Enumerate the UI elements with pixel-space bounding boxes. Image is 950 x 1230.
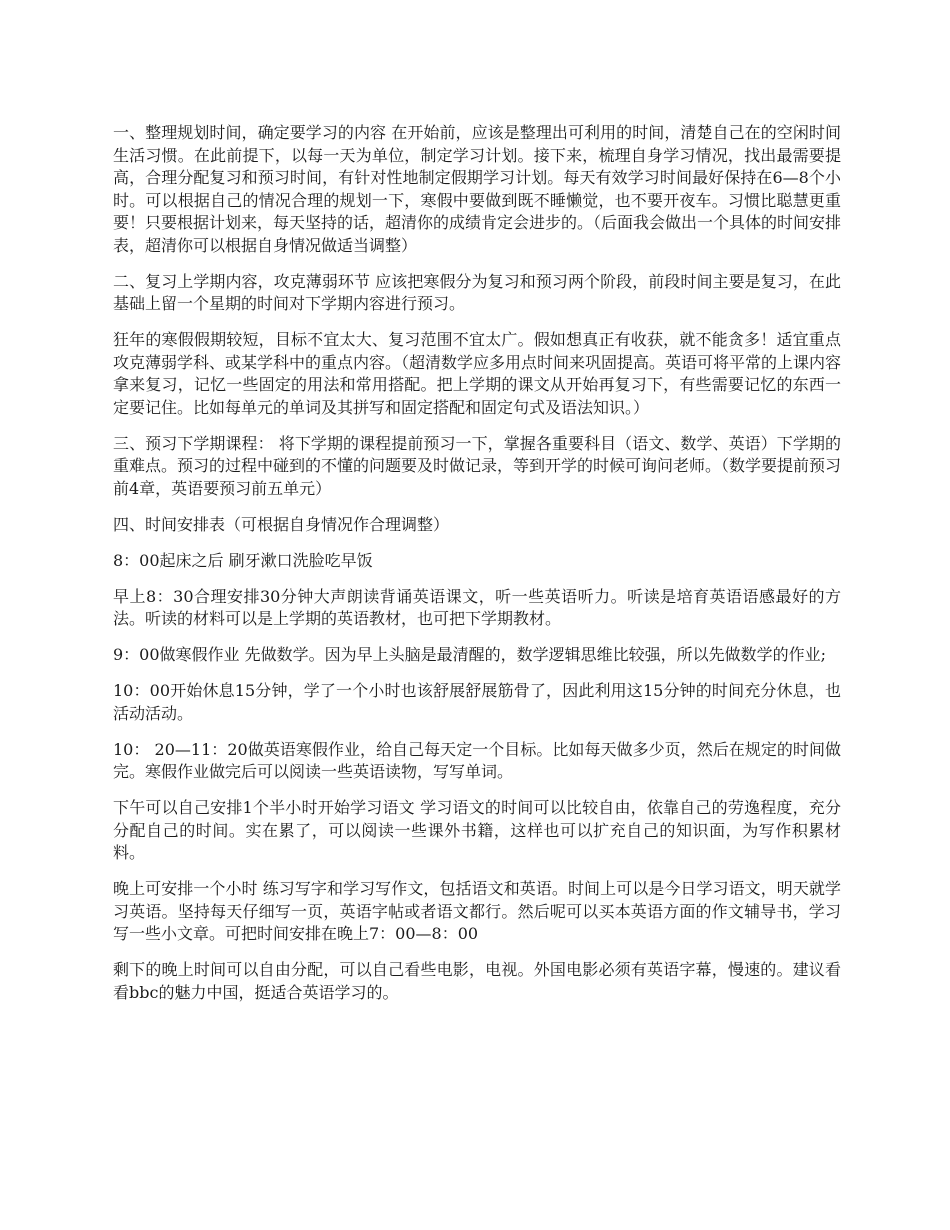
paragraph-schedule-heading: 四、时间安排表（可根据自身情况作合理调整） <box>113 514 450 534</box>
paragraph-schedule-evening: 晚上可安排一个小时 练习写字和学习写作文，包括语文和英语。时间上可以是今日学习语文，明天就学习英语。坚持每天仔细写一页，英语字帖或者语文都行。然后呢可以买本英语方面的作文辅导书，学习写一些小文章。可把时间安排在晚上7：00—8：00 <box>113 879 841 943</box>
paragraph-plan-time: 一、整理规划时间，确定要学习的内容 在开始前，应该是整理出可利用的时间，清楚自己在的空闲时间生活习惯。在此前提下，以每一天为单位，制定学习计划。接下来，梳理自身学习情况，找出最需要提高，合理分配复习和预习时间，有针对性地制定假期学习计划。每天有效学习时间最好保持在6—8个小时。可以根据自己的情况合理的规划一下，寒假中要做到既不睡懒觉，也不要开夜车。习惯比聪慧更重要！只要根据计划来，每天坚持的话，超清你的成绩肯定会进步的。（后面我会做出一个具体的时间安排表，超清你可以根据自身情况做适当调整） <box>113 123 842 255</box>
paragraph-schedule-free-time: 剩下的晚上时间可以自由分配，可以自己看些电影，电视。外国电影必须有英语字幕，慢速的。建议看看bbc的魅力中国，挺适合英语学习的。 <box>113 960 841 1002</box>
paragraph-schedule-1000: 10：00开始休息15分钟，学了一个小时也该舒展舒展筋骨了，因此利用这15分钟的时间充分休息，也活动活动。 <box>113 681 841 723</box>
paragraph-schedule-afternoon: 下午可以自己安排1个半小时开始学习语文 学习语文的时间可以比较自由，依靠自己的劳逸程度，充分分配自己的时间。实在累了，可以阅读一些课外书籍，这样也可以扩充自己的知识面，为写作积累材料。 <box>113 798 841 862</box>
paragraph-review-focus: 狂年的寒假假期较短，目标不宜太大、复习范围不宜太广。假如想真正有收获，就不能贪多！适宜重点攻克薄弱学科、或某学科中的重点内容。（超清数学应多用点时间来巩固提高。英语可将平常的上课内容拿来复习，记忆一些固定的用法和常用搭配。把上学期的课文从开始再复习下，有些需要记忆的东西一定要记住。比如每单元的单词及其拼写和固定搭配和固定句式及语法知识。） <box>113 330 842 417</box>
paragraph-schedule-1020: 10： 20—11：20做英语寒假作业，给自己每天定一个目标。比如每天做多少页，然后在规定的时间做完。寒假作业做完后可以阅读一些英语读物，写写单词。 <box>113 739 841 781</box>
paragraph-schedule-0800: 8：00起床之后 刷牙漱口洗脸吃早饭 <box>113 550 373 570</box>
paragraph-schedule-0830: 早上8：30合理安排30分钟大声朗读背诵英语课文，听一些英语听力。听读是培育英语语感最好的方法。听读的材料可以是上学期的英语教材，也可把下学期教材。 <box>113 586 841 628</box>
paragraph-review-last-term: 二、复习上学期内容，攻克薄弱环节 应该把寒假分为复习和预习两个阶段，前段时间主要是复习，在此基础上留一个星期的时间对下学期内容进行预习。 <box>113 271 841 313</box>
paragraph-schedule-0900: 9：00做寒假作业 先做数学。因为早上头脑是最清醒的，数学逻辑思维比较强，所以先做数学的作业; <box>113 645 827 664</box>
document-body <box>113 122 841 1018</box>
paragraph-preview-next-term: 三、预习下学期课程： 将下学期的课程提前预习一下，掌握各重要科目（语文、数学、英语）下学期的重难点。预习的过程中碰到的不懂的问题要及时做记录，等到开学的时候可询问老师。（数学要提前预习前4章，英语要预习前五单元） <box>113 433 842 498</box>
